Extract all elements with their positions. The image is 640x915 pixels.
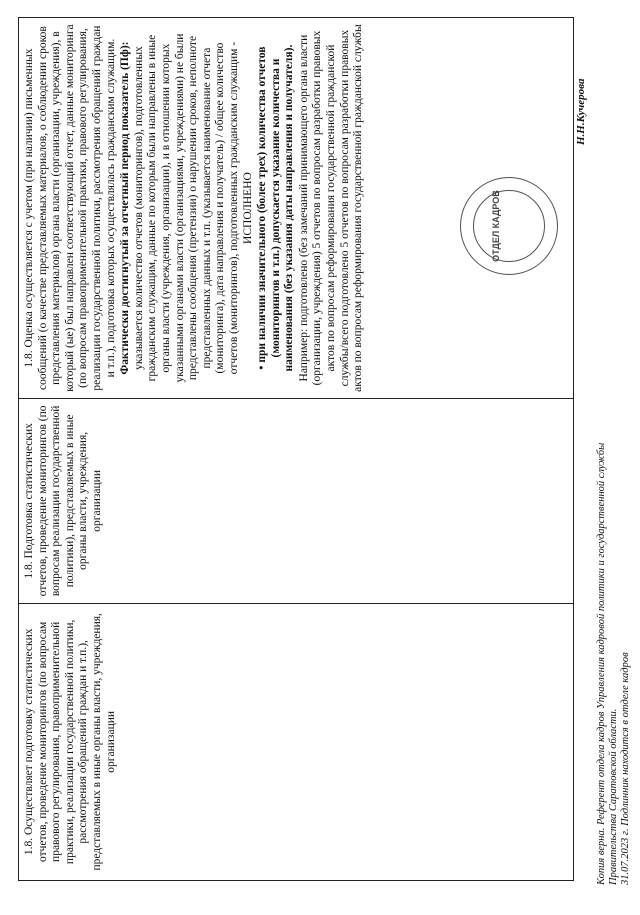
evaluation-indicator-text: указывается количество отчетов (мониторингов), подготовленных гражданским служащим, данные по которым были направлены в иные органы власти (учреждения, организации), и в отношении которых указанными органами власти (организациями, учреждениями) не были представлены сообщения (претензии) о нарушении сроков, неполноте представленных данных и т.п. (указывается наименование отчета (мониторинга), дата направления и получатель) / общее количество отчетов (мониторингов), подготовленных гражданским служащим - ИСПОЛНЕНО — [132, 33, 254, 383]
bullet-icon: • — [256, 365, 269, 370]
cell-function-text: 1.8. Осуществляет подготовку статистических отчетов, проведение мониторингов (по вопросам правового регулирования, правоприменительной практики, реализации государственной политики, рассмотрения обращений граждан и т.п.), представляемых в иные органы власти, учреждения, организации — [23, 613, 117, 871]
signature-name: Н.Н.Кучерова — [575, 78, 587, 145]
cert-line-2: Правительства Саратовской области. — [608, 708, 619, 885]
cell-indicator-text: 1.8. Подготовка статистических отчетов, проведение мониторингов (по вопросам реализации государственной политики), представляемых в иные органы власти, учреждения, организации — [23, 405, 103, 597]
cert-line-1: Копия верна. Референт отдела кадров Управления кадровой политики и государственной службы — [596, 442, 607, 885]
certification-note — [596, 25, 632, 885]
evaluation-note-bold: при наличии значительного (более трех) количества отчетов (мониторингов и т.п.) допускается указание количества и наименования (без указания даты направления и получателя). — [256, 44, 296, 372]
table-cell-function — [19, 603, 573, 880]
table-cell-indicator — [19, 398, 573, 603]
evaluation-paragraph-2 — [119, 24, 255, 392]
evaluation-paragraph-3 — [256, 24, 297, 392]
stamp-text: ОТДЕЛ КАДРОВ — [491, 190, 501, 262]
evaluation-paragraph-1: 1.8. Оценка осуществляется с учетом (при наличии) письменных сообщений (о качестве представляемых материалов, о соблюдении сроков представления материалов) органа власти (организации, учреждения), в который (ые) был направлен соответствующий отчет, данные мониторинга (по вопросам правоприменительной практики, правового регулирования, реализации государственной политики, рассмотрения обращений граждан и т.п.), подготовка которых осуществлялась гражданским служащим. — [23, 24, 117, 392]
cert-date-line: 31.07.2023 г. Подлинник находится в отделе кадров — [620, 652, 631, 885]
stamp-seal — [460, 177, 558, 275]
evaluation-paragraph-4: Например: подготовлено (без замечаний принимающего органа власти (организации, учреждения) 5 отчетов по вопросам разработки правовых актов по вопросам реформирования государственной гражданской службы/всего подготовлено 5 отчетов по вопросам разработки правовых актов по вопросам реформирования государственной гражданской службы — [297, 24, 365, 392]
document-table — [18, 17, 574, 881]
evaluation-indicator-label: Фактически достигнутый за отчетный период показатель (Пф): — [119, 41, 132, 375]
